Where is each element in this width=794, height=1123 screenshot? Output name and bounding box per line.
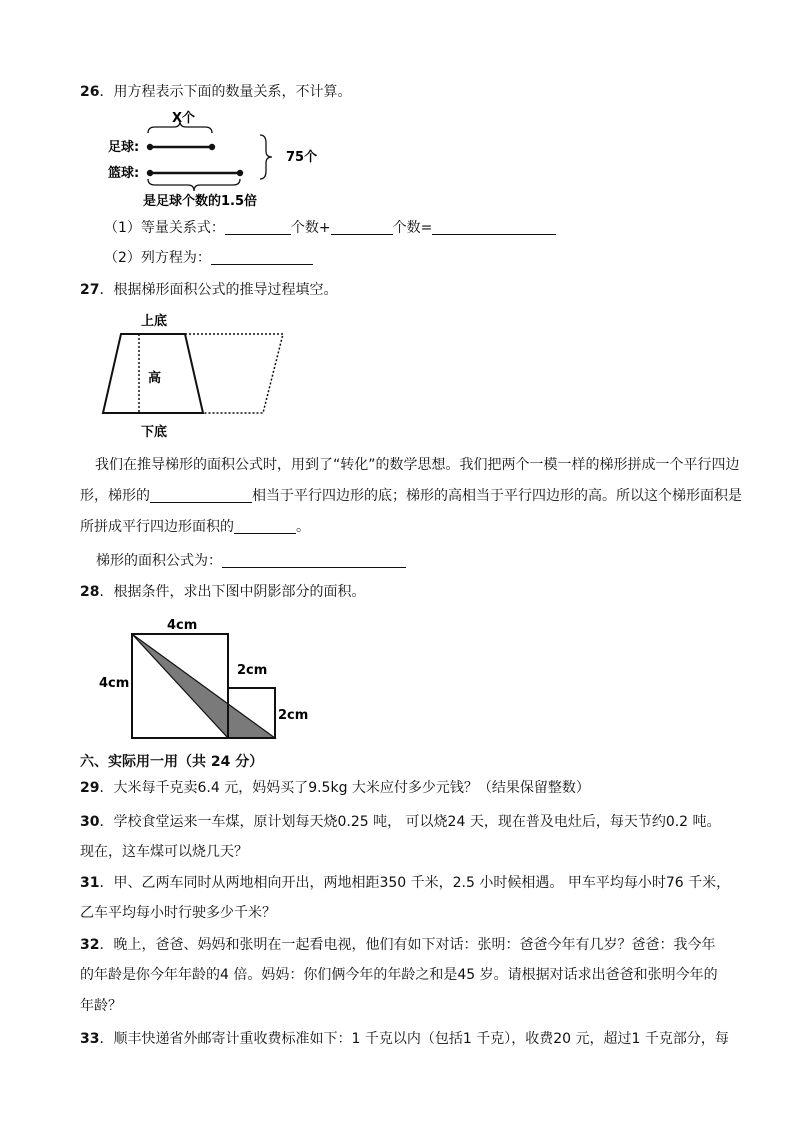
q26-blank-1[interactable] [225, 220, 291, 235]
q28-prompt: 28．根据条件，求出下图中阴影部分的面积。 [80, 584, 366, 600]
q30-line2: 现在，这车煤可以烧几天？ [80, 844, 248, 860]
q31-text-line1: 甲、乙两车同时从两地相向开出，两地相距350 千米，2.5 小时候相遇。 甲车平均每小时76 千米， [113, 875, 731, 891]
q26-football-end-dot [209, 144, 215, 150]
q27-height-label: 高 [148, 371, 162, 386]
q28-left-label: 4cm [99, 676, 130, 691]
q33-text-line1: 顺丰快递省外邮寄计重收费标准如下：1 千克以内（包括1 千克），收费20 元，超过1 千克部分，每 [113, 1031, 729, 1047]
q27-paragraph [80, 450, 750, 543]
q32-line2: 的年龄是你今年年龄的4 倍。妈妈：你们俩今年的年龄之和是45 岁。请根据对话求出爸爸和张明今年的 [80, 967, 718, 983]
q26-basketball-label: 篮球: [108, 166, 140, 181]
q26-line1-mid2: 个数= [392, 220, 433, 236]
q26-blank-3[interactable] [432, 220, 556, 235]
q26-total-label: 75个 [286, 150, 318, 165]
q27-para-part2: 相当于平行四边形的底；梯形的高相当于平行四边形的高。所以这个梯形面积是所拼成平行四边形面积的 [80, 488, 742, 535]
q26-bottom-brace [148, 179, 240, 191]
q30-number: 30 [80, 814, 100, 830]
q28-small-right-label: 2cm [278, 708, 309, 723]
q27-bottom-label: 下底 [141, 425, 168, 440]
q26-diagram [100, 105, 340, 210]
q26-note: 是足球个数的1.5倍 [143, 194, 258, 209]
q32-number: 32 [80, 937, 100, 953]
q30-line1: 30．学校食堂运来一车煤，原计划每天烧0.25 吨， 可以烧24 天，现在普及电灶后，每天节约0.2 吨。 [80, 814, 721, 830]
q27-formula-prefix: 梯形的面积公式为： [96, 553, 222, 569]
q26-blank-4[interactable] [211, 250, 313, 265]
q31-line1: 31．甲、乙两车同时从两地相向开出，两地相距350 千米，2.5 小时候相遇。 甲车平均每小时76 千米， [80, 875, 731, 891]
q27-diagram [95, 305, 295, 445]
q26-basketball-start-dot [147, 170, 153, 176]
q26-line2 [104, 249, 313, 267]
q29: 29．大米每千克卖6.4 元，妈妈买了9.5kg 大米应付多少元钱？（结果保留整数） [80, 780, 590, 796]
q28-prompt-text: 根据条件，求出下图中阴影部分的面积。 [113, 584, 366, 600]
q26-top-brace [148, 121, 212, 133]
q26-football-start-dot [147, 144, 153, 150]
q26-prompt: 26．用方程表示下面的数量关系，不计算。 [80, 84, 352, 100]
q26-line1-mid1: 个数+ [290, 220, 331, 236]
q33-number: 33 [80, 1031, 100, 1047]
q27-para-part3: 。 [296, 519, 310, 535]
q27-para-part1: 我们在推导梯形的面积公式时，用到了“转化”的数学思想。我们把两个一模一样的梯形拼成一个平行四边形，梯形的 [80, 457, 740, 504]
q26-line1-prefix: （1）等量关系式： [104, 220, 225, 236]
q31-number: 31 [80, 875, 100, 891]
section6-title: 六、实际用一用（共 24 分） [80, 754, 264, 770]
q28-diagram [95, 612, 315, 747]
q27-blank-3[interactable] [222, 553, 406, 568]
q32-line1: 32．晚上，爸爸、妈妈和张明在一起看电视，他们有如下对话：张明：爸爸今年有几岁？爸爸：我今年 [80, 937, 716, 953]
q26-line2-prefix: （2）列方程为： [104, 250, 211, 266]
q26-line1 [104, 219, 556, 237]
q28-small-top-label: 2cm [237, 663, 268, 678]
q27-formula [96, 552, 406, 570]
q28-number: 28 [80, 584, 100, 600]
q26-prompt-text: 用方程表示下面的数量关系，不计算。 [113, 84, 352, 100]
q27-number: 27 [80, 282, 100, 298]
q30-text-line1: 学校食堂运来一车煤，原计划每天烧0.25 吨， 可以烧24 天，现在普及电灶后，每天节约0.2 吨。 [113, 814, 721, 830]
q26-blank-2[interactable] [331, 220, 393, 235]
q33-line1: 33．顺丰快递省外邮寄计重收费标准如下：1 千克以内（包括1 千克），收费20 元，超过1 千克部分，每 [80, 1031, 729, 1047]
q26-basketball-end-dot [237, 170, 243, 176]
q29-number: 29 [80, 780, 100, 796]
q27-prompt: 27．根据梯形面积公式的推导过程填空。 [80, 282, 338, 298]
q27-prompt-text: 根据梯形面积公式的推导过程填空。 [113, 282, 338, 298]
q31-line2: 乙车平均每小时行驶多少千米？ [80, 905, 276, 921]
q27-top-label: 上底 [141, 314, 168, 329]
q26-number: 26 [80, 84, 100, 100]
q29-text: 大米每千克卖6.4 元，妈妈买了9.5kg 大米应付多少元钱？（结果保留整数） [113, 780, 590, 796]
q27-blank-1[interactable] [150, 488, 252, 503]
q28-shaded-triangle [132, 634, 275, 738]
q28-top-label: 4cm [167, 618, 198, 633]
q27-blank-2[interactable] [234, 519, 296, 534]
q26-football-label: 足球: [108, 140, 140, 155]
q26-right-brace [260, 135, 272, 179]
q32-text-line1: 晚上，爸爸、妈妈和张明在一起看电视，他们有如下对话：张明：爸爸今年有几岁？爸爸：我今年 [113, 937, 716, 953]
q26-x-label: X个 [172, 111, 196, 126]
q32-line3: 年龄？ [80, 998, 122, 1014]
